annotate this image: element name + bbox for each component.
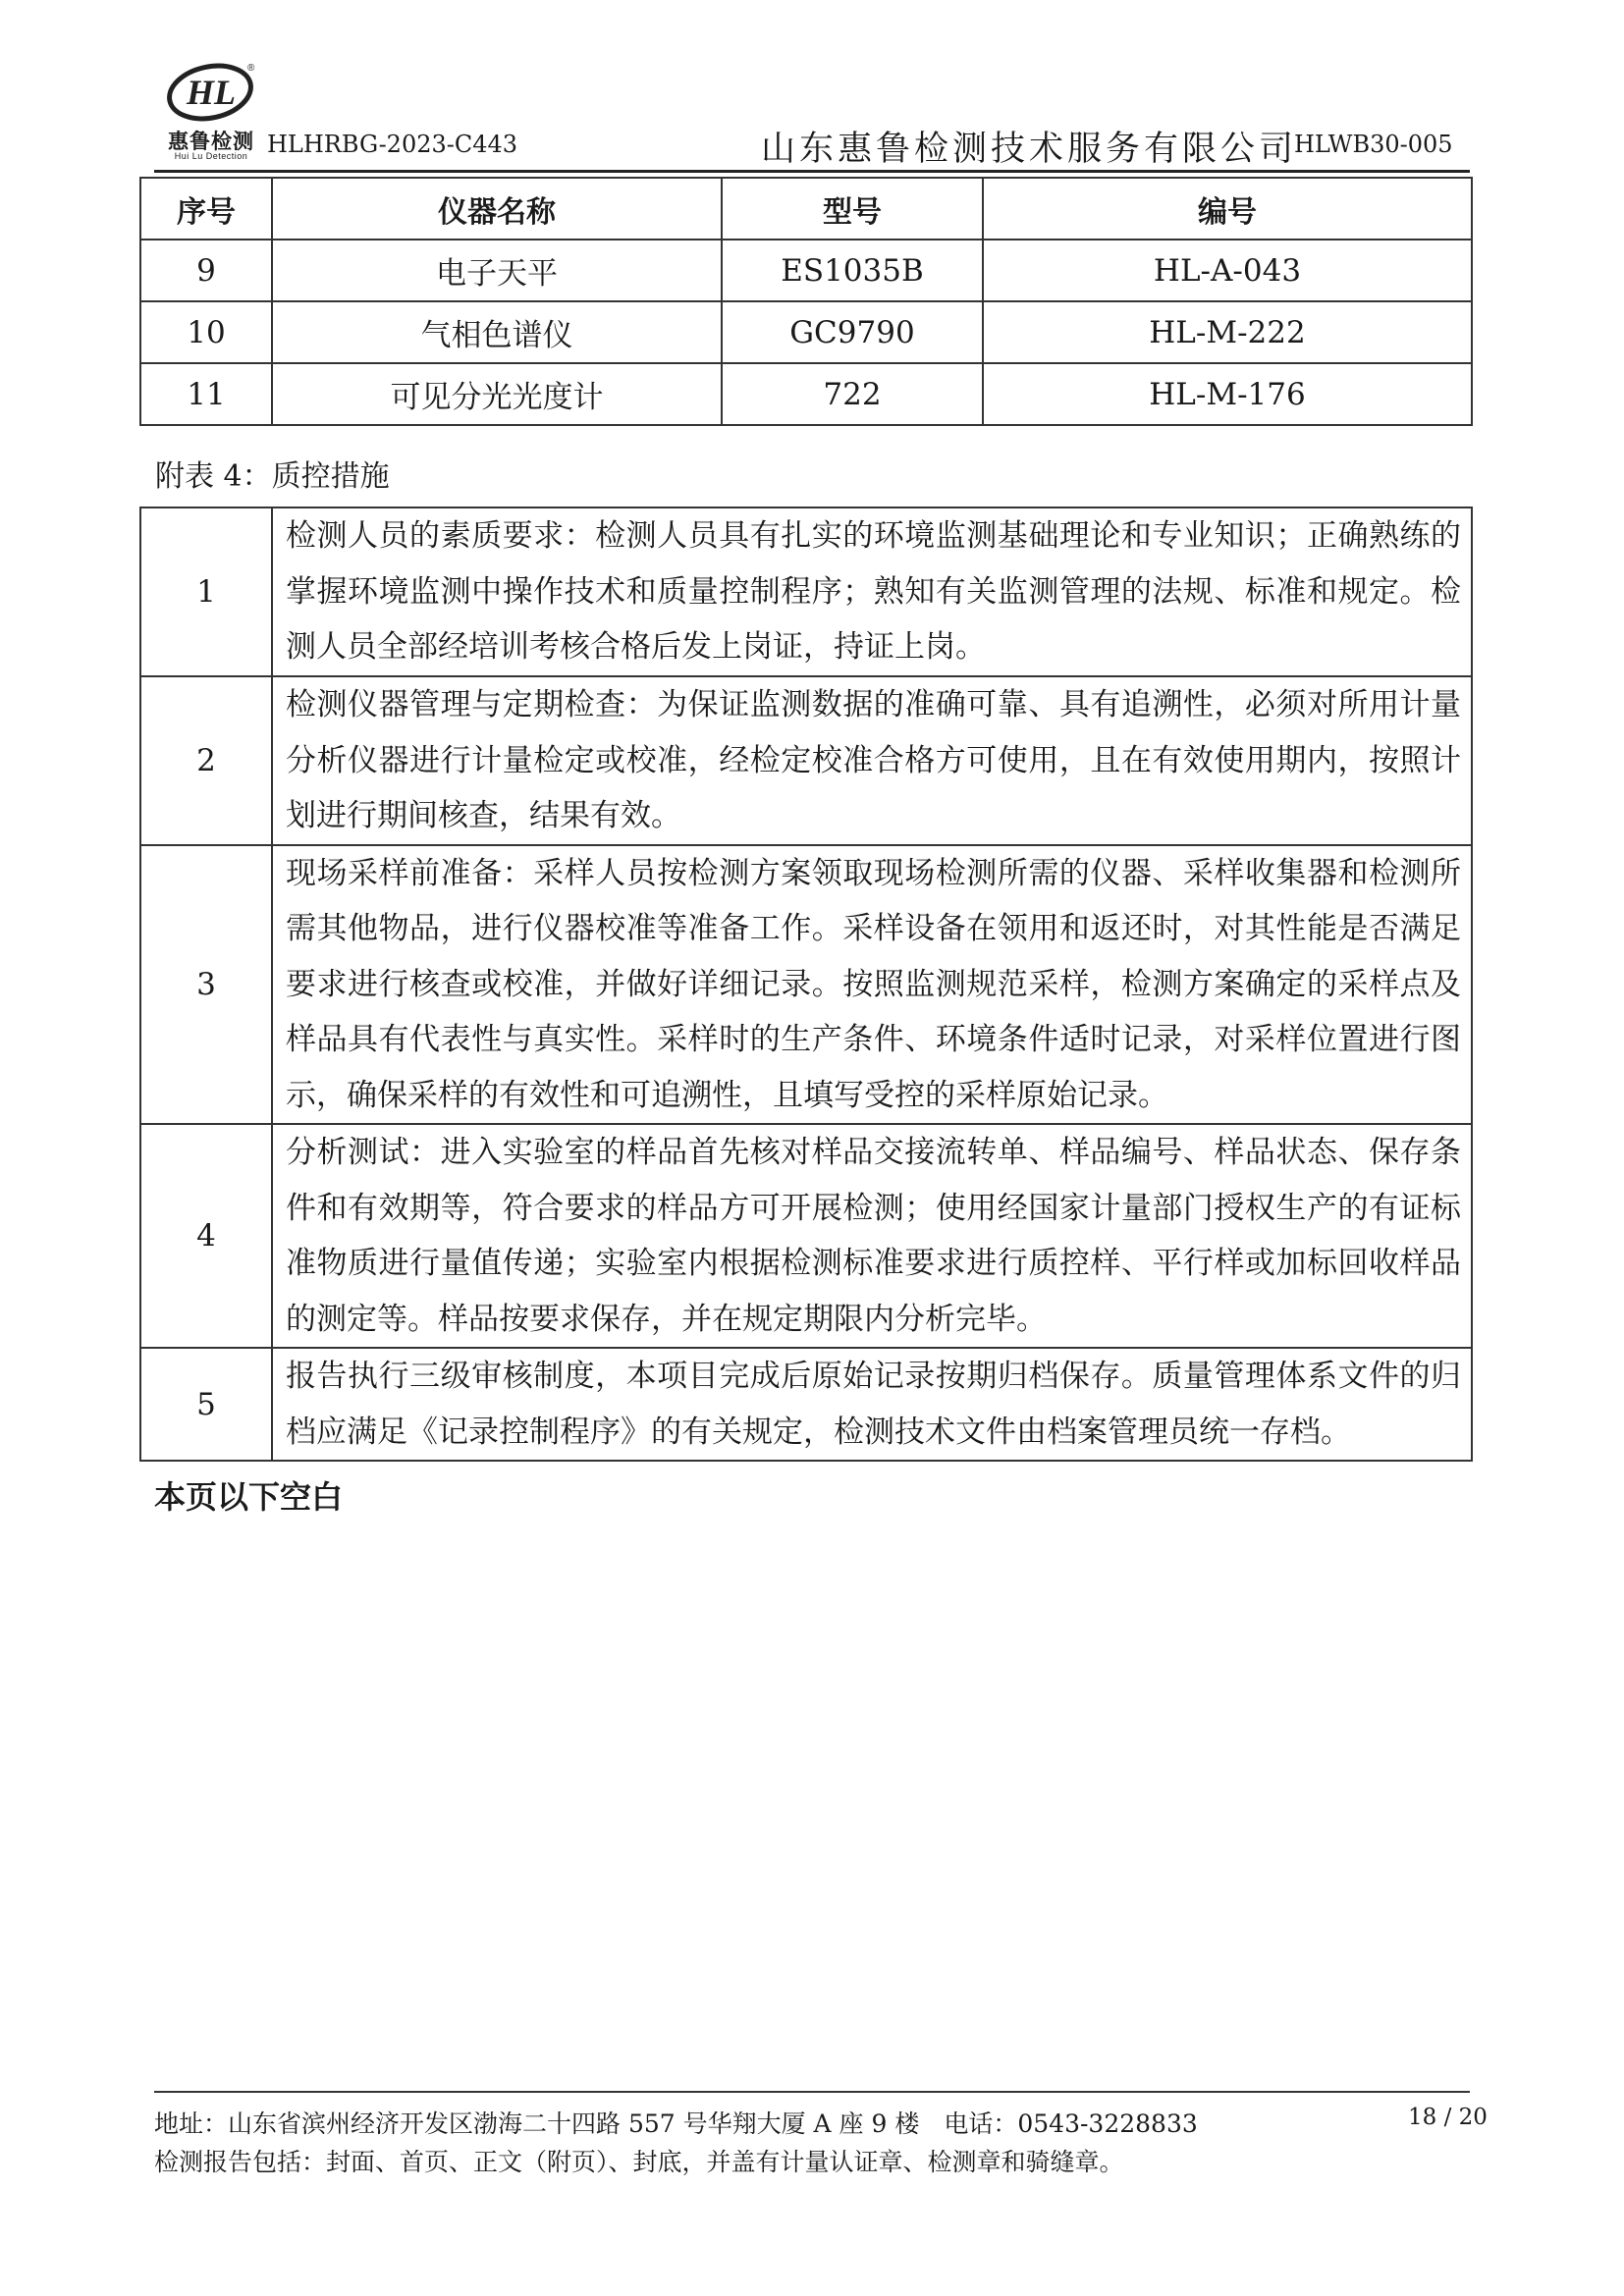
cell-name: 可见分光光度计 <box>272 363 722 425</box>
table-row <box>140 507 1472 676</box>
footer-note: 检测报告包括：封面、首页、正文（附页）、封底，并盖有计量认证章、检测章和骑缝章。 <box>154 2148 1124 2176</box>
table-row <box>140 676 1472 845</box>
header-cell-code: 编号 <box>983 178 1472 240</box>
appendix-title: 附表 4：质控措施 <box>155 459 390 494</box>
qc-text: 报告执行三级审核制度，本项目完成后原始记录按期归档保存。质量管理体系文件的归档应满足《记录控制程序》的有关规定，检测技术文件由档案管理员统一存档。 <box>272 1348 1472 1461</box>
header-divider <box>154 170 1470 173</box>
qc-measures-table <box>139 507 1473 1462</box>
qc-index: 2 <box>140 676 272 845</box>
header-cell-index: 序号 <box>140 178 272 240</box>
logo-chinese-text: 惠鲁检测 <box>168 129 254 153</box>
cell-name: 气相色谱仪 <box>272 301 722 363</box>
qc-index: 5 <box>140 1348 272 1461</box>
blank-below-note: 本页以下空白 <box>154 1478 344 1516</box>
hl-logo-icon <box>165 61 257 124</box>
cell-index: 9 <box>140 240 272 301</box>
cell-model: ES1035B <box>722 240 983 301</box>
cell-index: 10 <box>140 301 272 363</box>
company-name: 山东惠鲁检测技术服务有限公司 <box>761 130 1298 169</box>
cell-code: HL-M-176 <box>983 363 1472 425</box>
cell-model: 722 <box>722 363 983 425</box>
table-row <box>140 240 1472 301</box>
header-cell-model: 型号 <box>722 178 983 240</box>
qc-index: 3 <box>140 845 272 1125</box>
svg-text:HL: HL <box>187 73 236 112</box>
logo-english-text: Hui Lu Detection <box>174 151 248 161</box>
qc-text: 检测人员的素质要求：检测人员具有扎实的环境监测基础理论和专业知识；正确熟练的掌握环境监测中操作技术和质量控制程序；熟知有关监测管理的法规、标准和规定。检测人员全部经培训考核合格后发上岗证，持证上岗。 <box>272 507 1472 676</box>
report-number: HLHRBG-2023-C443 <box>267 131 518 158</box>
table-row <box>140 301 1472 363</box>
footer-address: 地址：山东省滨州经济开发区渤海二十四路 557 号华翔大厦 A 座 9 楼 电话：0543-3228833 <box>154 2109 1198 2138</box>
footer-divider <box>154 2091 1470 2093</box>
qc-index: 1 <box>140 507 272 676</box>
table-row <box>140 363 1472 425</box>
qc-text: 现场采样前准备：采样人员按检测方案领取现场检测所需的仪器、采样收集器和检测所需其他物品，进行仪器校准等准备工作。采样设备在领用和返还时，对其性能是否满足要求进行核查或校准，并做好详细记录。按照监测规范采样，检测方案确定的采样点及样品具有代表性与真实性。采样时的生产条件、环境条件适时记录，对采样位置进行图示，确保采样的有效性和可追溯性，且填写受控的采样原始记录。 <box>272 845 1472 1125</box>
qc-text: 检测仪器管理与定期检查：为保证监测数据的准确可靠、具有追溯性，必须对所用计量分析仪器进行计量检定或校准，经检定校准合格方可使用，且在有效使用期内，按照计划进行期间核查，结果有效。 <box>272 676 1472 845</box>
form-code: HLWB30-005 <box>1294 131 1453 158</box>
header-cell-name: 仪器名称 <box>272 178 722 240</box>
qc-text: 分析测试：进入实验室的样品首先核对样品交接流转单、样品编号、样品状态、保存条件和有效期等，符合要求的样品方可开展检测；使用经国家计量部门授权生产的有证标准物质进行量值传递；实验室内根据检测标准要求进行质控样、平行样或加标回收样品的测定等。样品按要求保存，并在规定期限内分析完毕。 <box>272 1124 1472 1348</box>
cell-model: GC9790 <box>722 301 983 363</box>
table-row <box>140 1124 1472 1348</box>
table-row <box>140 1348 1472 1461</box>
cell-name: 电子天平 <box>272 240 722 301</box>
company-logo <box>157 61 265 167</box>
table-header-row <box>140 178 1472 240</box>
qc-index: 4 <box>140 1124 272 1348</box>
cell-code: HL-M-222 <box>983 301 1472 363</box>
instrument-table <box>139 177 1473 426</box>
page-number: 18 / 20 <box>1408 2105 1488 2130</box>
table-row <box>140 845 1472 1125</box>
cell-code: HL-A-043 <box>983 240 1472 301</box>
svg-text:®: ® <box>247 63 255 74</box>
cell-index: 11 <box>140 363 272 425</box>
